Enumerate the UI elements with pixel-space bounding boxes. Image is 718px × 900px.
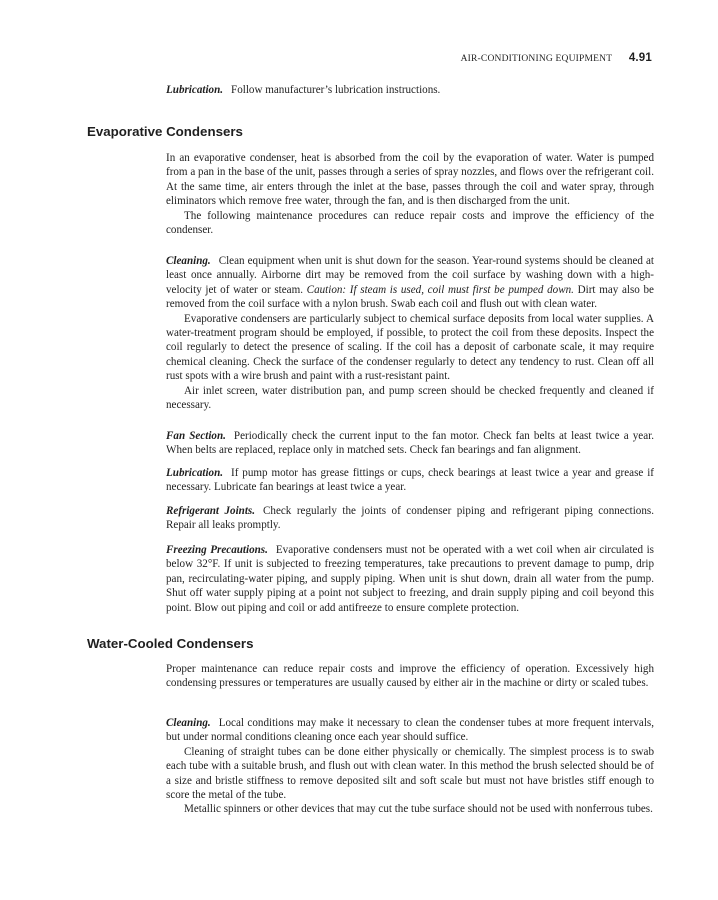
water-cooled-cleaning-lead: Cleaning. xyxy=(166,717,211,729)
fan-section-text: Periodically check the current input to the fan motor. Check fan belts at least twice a year. When belts are replaced, replace only in matched sets. Check fan bearings and fan alignment. xyxy=(166,430,654,457)
fan-section-lead: Fan Section. xyxy=(166,430,226,442)
evaporative-lubrication-text: If pump motor has grease fittings or cups, check bearings at least twice a year and grease if necessary. Lubricate fan bearings at least twice a year. xyxy=(166,467,654,494)
refrigerant-joints-lead: Refrigerant Joints. xyxy=(166,505,256,517)
freezing-precautions-lead: Freezing Precautions. xyxy=(166,544,268,556)
refrigerant-joints-block xyxy=(166,504,654,533)
page-number: 4.91 xyxy=(628,52,652,64)
evaporative-cleaning-text-1: Clean equipment when unit is shut down for the season. Year-round systems should be cleaned at least once annually. Airborne dirt may be removed from the coil surface by washing down with a high-velocity jet of water or steam. xyxy=(166,255,654,296)
evaporative-intro-block xyxy=(166,151,654,237)
water-cooled-intro-para: Proper maintenance can reduce repair costs and improve the efficiency of operation. Excessively high condensing pressures or temperatures are usually caused by either air in the machine or dirty or scaled tubes. xyxy=(166,663,654,690)
evaporative-cleaning-para-2: Evaporative condensers are particularly subject to chemical surface deposits from local water supplies. A water-treatment program should be employed, if possible, to protect the coil from these deposits. Inspect the coil regularly to detect the presence of scaling. If the coil has a deposit of carbonate scale, it may require chemical cleaning. Check the surface of the condenser regularly to detect any tendency to rust. Clean off all rust spots with a wire brush and paint with a rust-resistant paint. xyxy=(166,312,654,383)
water-cooled-cleaning-para-2: Cleaning of straight tubes can be done either physically or chemically. The simplest process is to swab each tube with a suitable brush, and flush out with clean water. In this method the brush selected should be of a size and bristle stiffness to remove deposited silt and soft scale but must not have bristles stiff enough to score the metal of the tube. xyxy=(166,745,654,802)
evaporative-cleaning-para-3: Air inlet screen, water distribution pan, and pump screen should be checked frequently and cleaned if necessary. xyxy=(166,384,654,412)
evaporative-cleaning-lead: Cleaning. xyxy=(166,255,211,267)
water-cooled-cleaning-text: Local conditions may make it necessary to clean the condenser tubes at more frequent intervals, but under normal conditions cleaning once each year should suffice. xyxy=(166,717,654,744)
freezing-precautions-text: Evaporative condensers must not be operated with a wet coil when air circulated is below 32°F. If unit is subjected to freezing temperatures, take precautions to prevent damage to pump, drip pan, recirculating-water piping, and supply piping. When unit is shut down, drain all water from the pump. Shut off water supply piping at a point not subject to freezing, and drain supply piping and coil beyond this point. Blow out piping and coil or add antifreeze to ensure complete protection. xyxy=(166,544,654,614)
evaporative-lubrication-block xyxy=(166,466,654,495)
evaporative-heading: Evaporative Condensers xyxy=(87,124,243,139)
evaporative-cleaning-text-2: Dirt may also be removed from the coil surface with a nylon brush. Swab each coil and flush out with clean water. xyxy=(166,283,654,311)
top-lubrication-block xyxy=(166,83,654,97)
water-cooled-heading: Water-Cooled Condensers xyxy=(87,636,254,651)
evaporative-cleaning-caution: Caution: If steam is used, coil must first be pumped down. xyxy=(306,283,574,296)
evaporative-cleaning-block xyxy=(166,254,654,412)
running-header xyxy=(461,52,652,64)
water-cooled-cleaning-block xyxy=(166,716,654,817)
evaporative-intro-para-1: In an evaporative condenser, heat is absorbed from the coil by the evaporation of water. Water is pumped from a pan in the base of the unit, passes through a series of spray nozzles, and flows over the refrigerant coil. At the same time, air enters through the inlet at the base, passes through the coil and water spray, through eliminators which remove free water, through the fan, and is then discharged from the unit. xyxy=(166,152,654,208)
running-title: AIR-CONDITIONING EQUIPMENT xyxy=(460,54,613,64)
fan-section-block xyxy=(166,429,654,458)
evaporative-intro-para-2: The following maintenance procedures can reduce repair costs and improve the efficiency of the condenser. xyxy=(166,209,654,237)
refrigerant-joints-text: Check regularly the joints of condenser piping and refrigerant piping connections. Repair all leaks promptly. xyxy=(166,505,654,532)
water-cooled-intro-block xyxy=(166,662,654,691)
top-lubrication-lead: Lubrication. xyxy=(166,84,224,96)
freezing-precautions-block xyxy=(166,543,654,615)
top-lubrication-text: Follow manufacturer’s lubrication instructions. xyxy=(231,84,441,96)
water-cooled-cleaning-para-3: Metallic spinners or other devices that may cut the tube surface should not be used with nonferrous tubes. xyxy=(184,803,653,816)
evaporative-lubrication-lead: Lubrication. xyxy=(166,467,224,479)
